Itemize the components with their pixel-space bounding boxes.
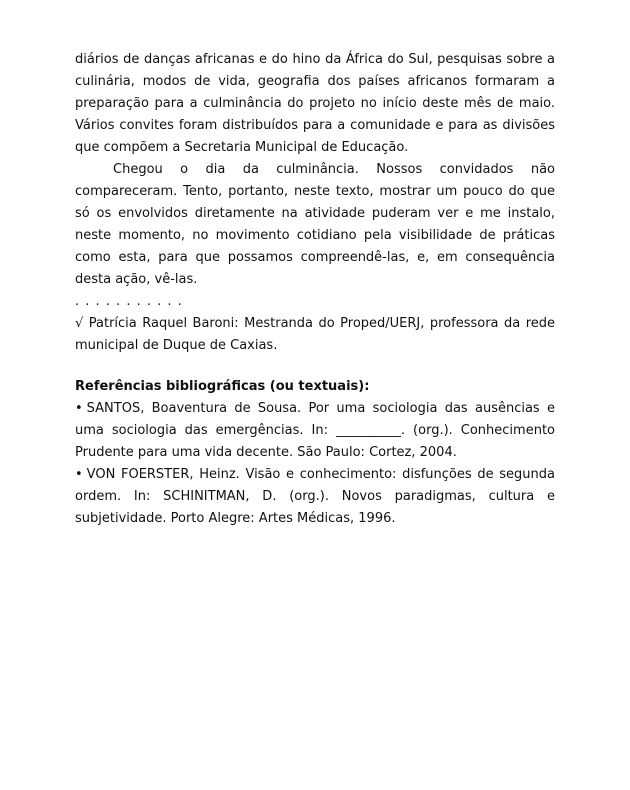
references-heading: Referências bibliográficas (ou textuais): [75, 379, 370, 394]
reference-text: VON FOERSTER, Heinz. Visão e conhecimento: disfunções de segunda ordem. In: SCHINITMAN, D. (org.). Novos paradigmas, cultura e subjetividade. Porto Alegre: Artes Médicas, 1996. [75, 467, 555, 526]
body-paragraph-1: diários de danças africanas e do hino da África do Sul, pesquisas sobre a culinária, modos de vida, geografia dos países africanos formaram a preparação para a culminância do projeto no início deste mês de maio. Vários convites foram distribuídos para a comunidade e para as divisões que compõem a Secretaria Municipal de Educação. [75, 52, 555, 155]
author-note: √ Patrícia Raquel Baroni: Mestranda do Proped/UERJ, professora da rede municipal de Duque de Caxias. [75, 316, 555, 353]
reference-item-1 [75, 398, 555, 464]
reference-item-2 [75, 464, 555, 530]
spacer [75, 357, 555, 376]
separator-dots: . . . . . . . . . . . [75, 294, 183, 309]
bullet-icon: • [75, 467, 83, 482]
bullet-icon: • [75, 401, 83, 416]
reference-text: SANTOS, Boaventura de Sousa. Por uma sociologia das ausências e uma sociologia das emergências. In: __________. (org.). Conhecimento Prudente para uma vida decente. São Paulo: Cortez, 2004. [75, 401, 555, 460]
document-page [75, 49, 555, 530]
body-paragraph-2: Chegou o dia da culminância. Nossos convidados não compareceram. Tento, portanto, neste texto, mostrar um pouco do que só os envolvidos diretamente na atividade puderam ver e me instalo, neste momento, no movimento cotidiano pela visibilidade de práticas como esta, para que possamos compreendê-las, e, em consequência desta ação, vê-las. [75, 162, 555, 287]
